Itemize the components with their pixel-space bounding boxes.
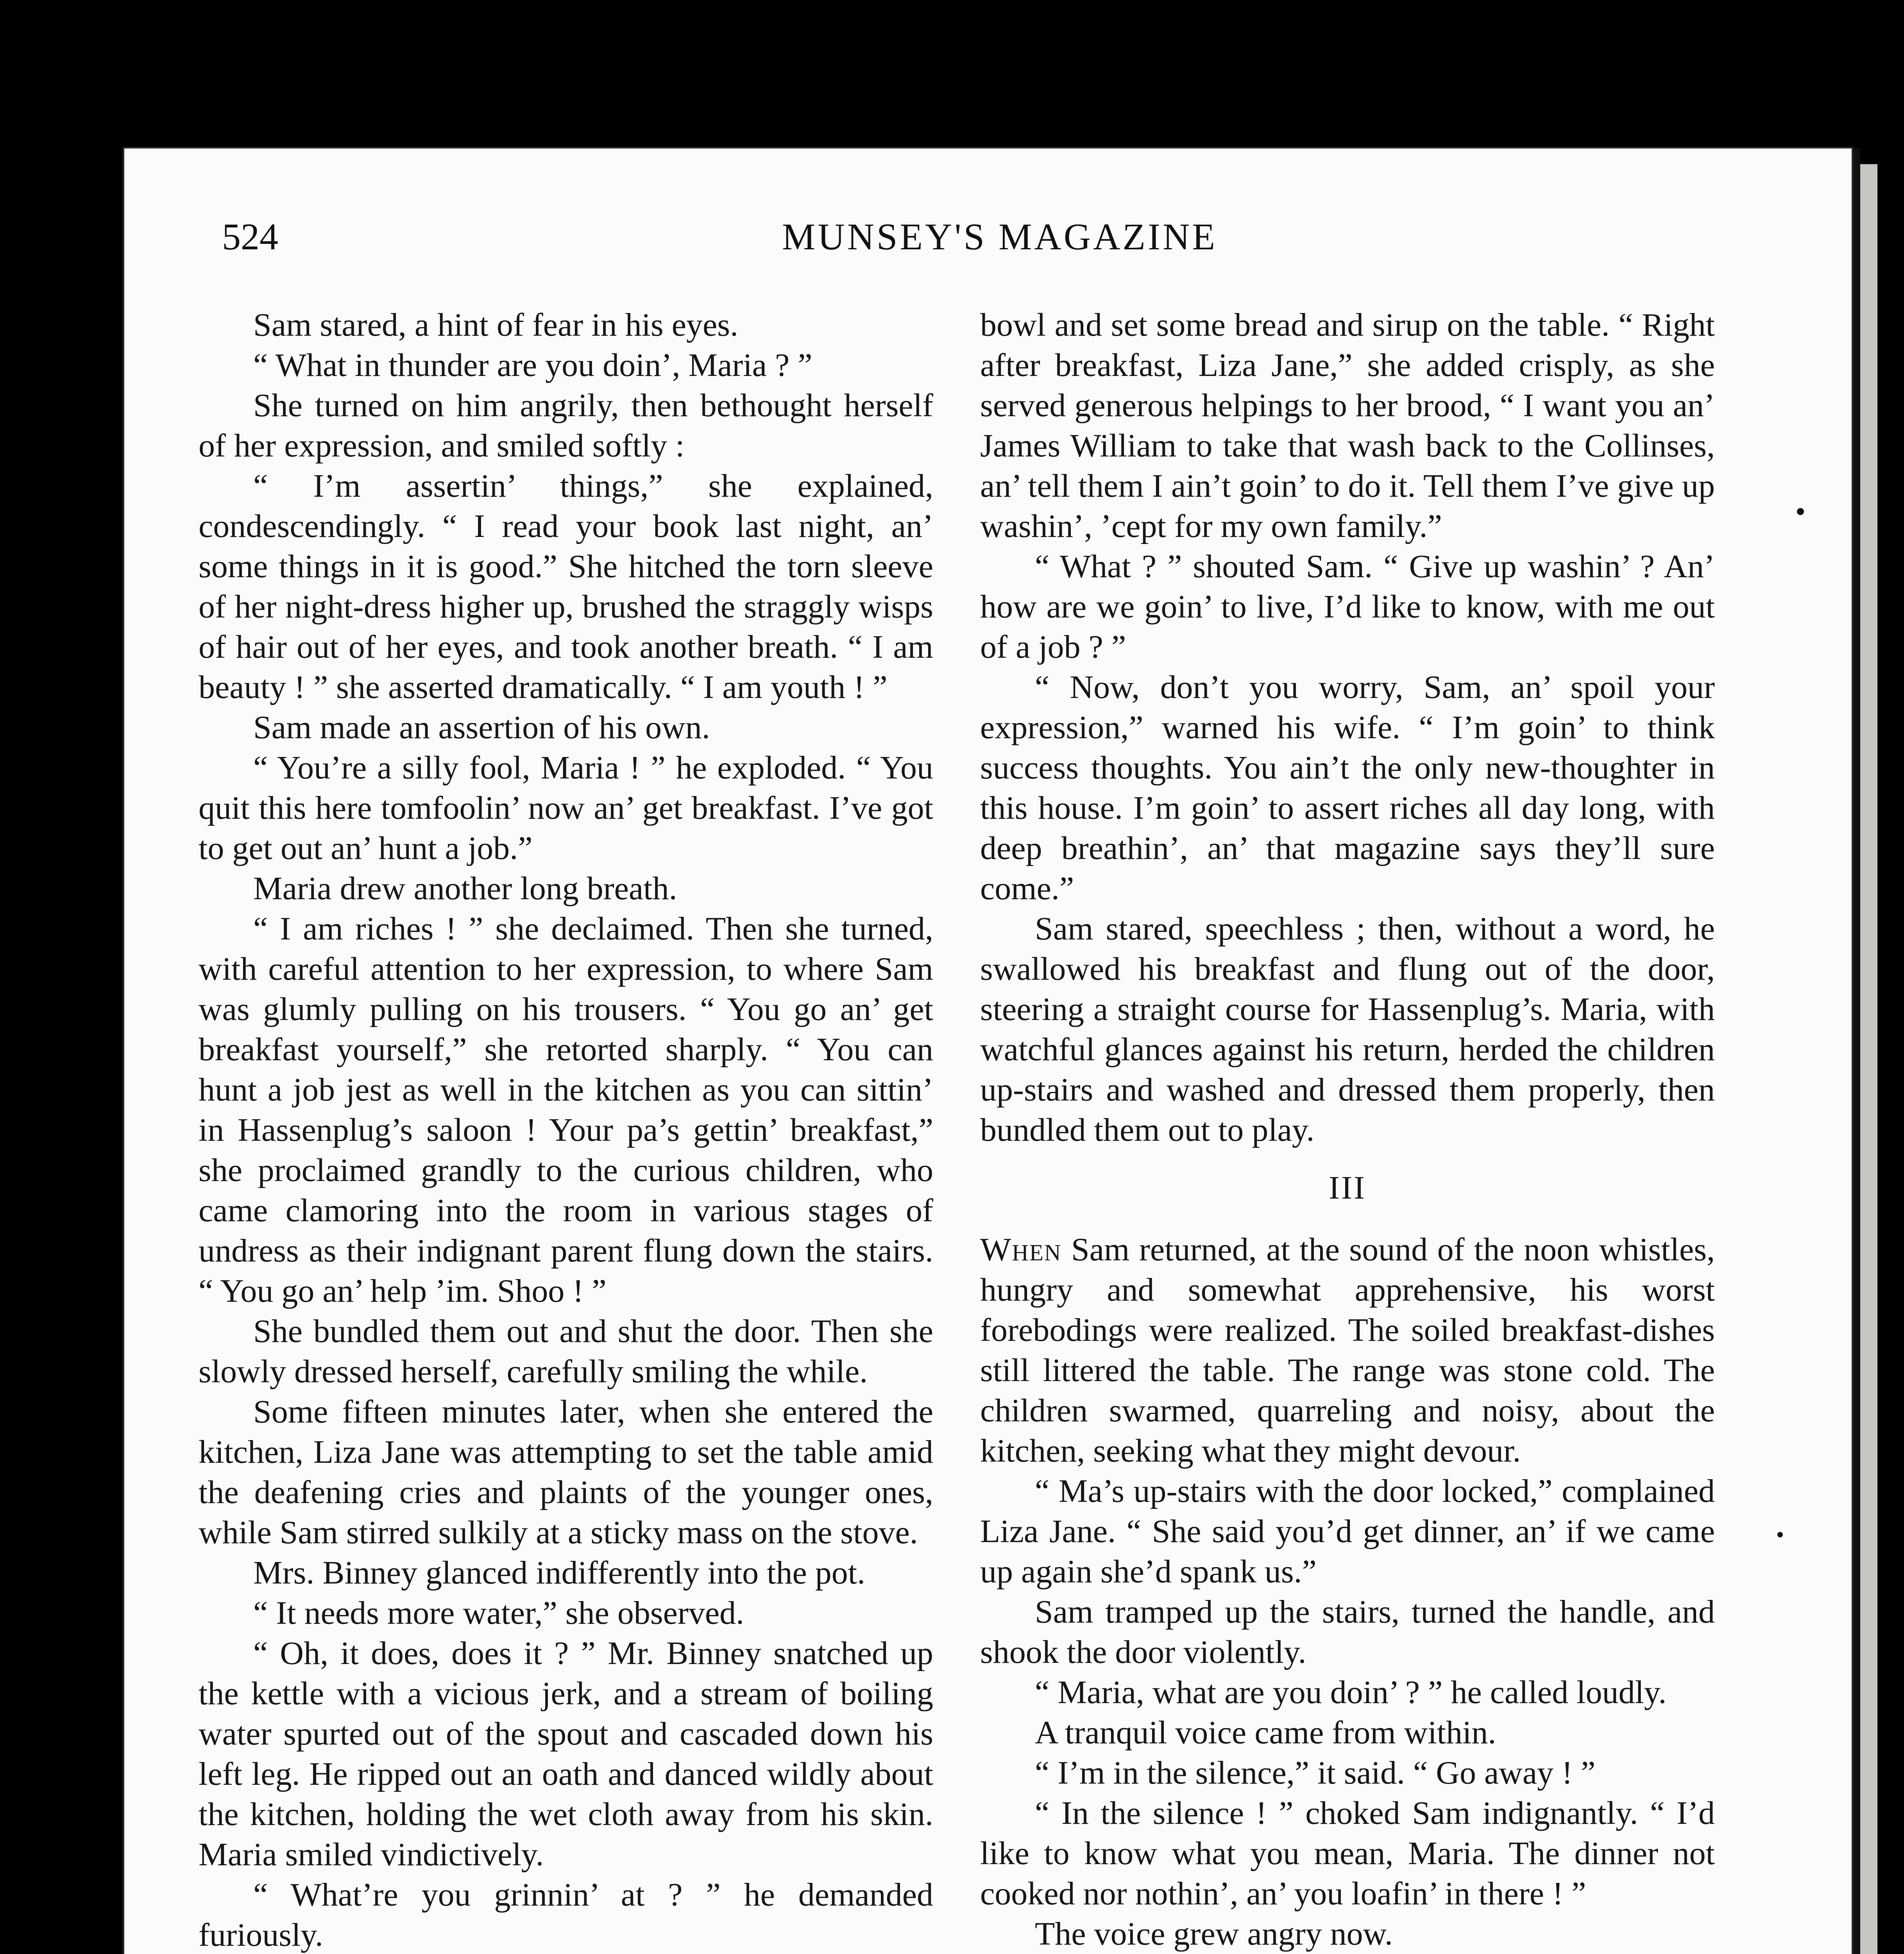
page-number: 524 <box>222 216 278 258</box>
paragraph: Sam stared, a hint of fear in his eyes. <box>253 307 738 343</box>
magazine-page <box>124 149 1852 1954</box>
paragraph: “ What ? ” shouted Sam. “ Give up washin’ ? An’ how are we goin’ to live, I’d like to know, with me out of a job ? ” <box>980 548 1715 665</box>
paragraph: “ In the silence ! ” choked Sam indignantly. “ I’d like to know what you mean, Maria. The dinner not cooked nor nothin’, an’ you loafin’ in there ! ” <box>980 1795 1715 1912</box>
paragraph: She turned on him angrily, then bethought herself of her expression, and smiled softly : <box>199 387 933 464</box>
paragraph: “ What’re you grinnin’ at ? ” he demanded furiously. <box>199 1877 933 1953</box>
paragraph: A tranquil voice came from within. <box>1035 1714 1496 1751</box>
paragraph: She bundled them out and shut the door. Then she slowly dressed herself, carefully smiling the while. <box>199 1313 933 1390</box>
paragraph: Sam made an assertion of his own. <box>253 709 710 746</box>
left-column <box>199 305 933 1954</box>
paragraph: “ I’m in the silence,” it said. “ Go away ! ” <box>1035 1755 1596 1791</box>
paragraph: “ Ma’s up-stairs with the door locked,” complained Liza Jane. “ She said you’d get dinner, an’ if we came up again she’d spank us.” <box>980 1473 1715 1590</box>
paragraph: Maria drew another long breath. <box>253 870 677 907</box>
right-column <box>980 305 1715 1954</box>
paragraph: Some fifteen minutes later, when she entered the kitchen, Liza Jane was attempting to set the table amid the deafening cries and plaints of the younger ones, while Sam stirred sulkily at a sticky mass on the stove. <box>199 1394 933 1551</box>
paragraph: bowl and set some bread and sirup on the table. “ Right after breakfast, Liza Jane,” she added crisply, as she served generous helpings to her brood, “ I want you an’ James William to take that wash back to the Collinses, an’ tell them I ain’t goin’ to do it. Tell them I’ve give up washin’, ’cept for my own family.” <box>980 307 1715 544</box>
paragraph: “ It needs more water,” she observed. <box>253 1595 744 1631</box>
section-opening-text: Sam returned, at the sound of the noon whistles, hungry and somewhat apprehensive, his worst forebodings were realized. The soiled breakfast-dishes still littered the table. The range was stone cold. The children swarmed, quarreling and noisy, about the kitchen, seeking what they might devour. <box>980 1231 1715 1469</box>
paragraph: “ I’m assertin’ things,” she explained, condescendingly. “ I read your book last night, an’ some things in it is good.” She hitched the torn sleeve of her night-dress higher up, brushed the straggly wisps of hair out of her eyes, and took another breath. “ I am beauty ! ” she asserted dramatically. “ I am youth ! ” <box>199 468 933 705</box>
paragraph: “ Now, don’t you worry, Sam, an’ spoil your expression,” warned his wife. “ I’m goin’ to think success thoughts. You ain’t the only new-thoughter in this house. I’m goin’ to assert riches all day long, with deep breathin’, an’ that magazine says they’ll sure come.” <box>980 669 1715 907</box>
right-column-top <box>980 305 1715 1150</box>
facing-page-strip <box>1860 164 1877 1954</box>
paragraph: Mrs. Binney glanced indifferently into the pot. <box>253 1555 866 1591</box>
section-heading: III <box>1329 1170 1366 1206</box>
paragraph: “ Maria, what are you doin’ ? ” he called loudly. <box>1035 1674 1667 1711</box>
page-edge-shadow <box>1852 149 1860 1954</box>
print-speck <box>1797 508 1804 515</box>
drop-word: When <box>980 1231 1062 1268</box>
paragraph: “ What in thunder are you doin’, Maria ? ” <box>253 347 812 383</box>
paragraph: “ Oh, it does, does it ? ” Mr. Binney snatched up the kettle with a vicious jerk, and a stream of boiling water spurted out of the spout and cascaded down his left leg. He ripped out an oath and danced wildly about the kitchen, holding the wet cloth away from his skin. Maria smiled vindictively. <box>199 1635 933 1873</box>
paragraph: The voice grew angry now. <box>1035 1916 1393 1952</box>
paragraph: “ You’re a silly fool, Maria ! ” he exploded. “ You quit this here tomfoolin’ now an’ get breakfast. I’ve got to get out an’ hunt a job.” <box>199 750 933 866</box>
paragraph: “ I am riches ! ” she declaimed. Then she turned, with careful attention to her expression, to where Sam was glumly pulling on his trousers. “ You go an’ get breakfast yourself,” she retorted sharply. “ You can hunt a job jest as well in the kitchen as you can sittin’ in Hassenplug’s saloon ! Your pa’s gettin’ breakfast,” she proclaimed grandly to the curious children, who came clamoring into the room in various stages of undress as their indignant parent flung down the stairs. “ You go an’ help ’im. Shoo ! ” <box>199 911 933 1309</box>
section-opening-paragraph <box>980 1229 1715 1471</box>
paragraph: Sam tramped up the stairs, turned the handle, and shook the door violently. <box>980 1594 1715 1670</box>
print-speck <box>1777 1532 1783 1537</box>
right-column-bottom <box>980 1471 1715 1954</box>
paragraph: Sam stared, speechless ; then, without a word, he swallowed his breakfast and flung out of the door, steering a straight course for Hassenplug’s. Maria, with watchful glances against his return, herded the children up-stairs and washed and dressed them properly, then bundled them out to play. <box>980 911 1715 1148</box>
page-header <box>222 215 1777 266</box>
magazine-title: MUNSEY'S MAGAZINE <box>782 216 1217 258</box>
